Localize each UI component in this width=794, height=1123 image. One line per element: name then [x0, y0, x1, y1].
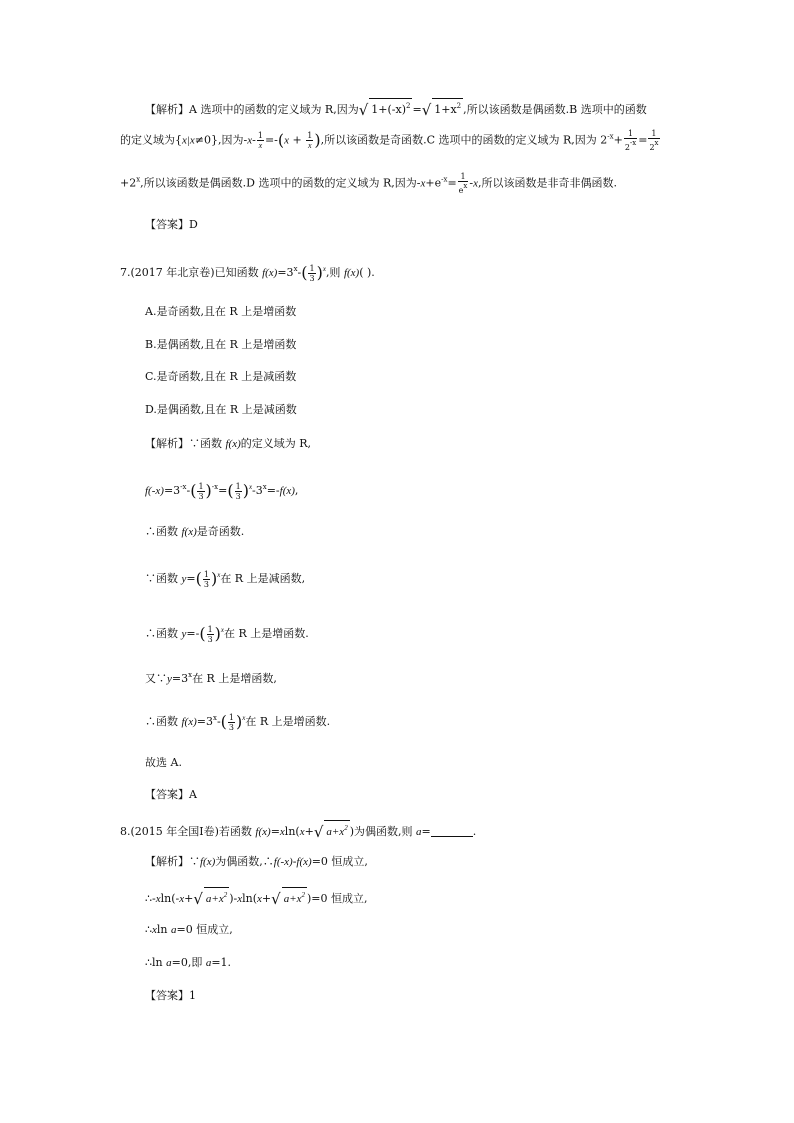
q8-sol-3: ∴xln a=0 恒成立,: [145, 923, 233, 936]
q7-stem: 7.(2017 年北京卷)已知函数 $f(x)=3^x-$( $\frac{1}{3}$ )$^x$,则 f(x)( ).: [120, 263, 375, 283]
fraction: $\frac{1}{x}$: [257, 131, 263, 150]
q8-stem: 8.(2015 年全国Ⅰ卷)若函数 f(x)=xln(x+√ $a+x^2$ )为偶函数,则 a= .: [120, 820, 476, 839]
q7-sol-5: ∴函数 y=-( $\frac{1}{3}$ )$^x$在 R 上是增函数.: [145, 624, 309, 644]
sol6-line3: $+2^x$,所以该函数是偶函数.D 选项中的函数的定义域为 R,因为$-x+e^{-x}=$ $\frac{1}{ex}$ -x,所以该函数是非奇非偶函数.: [120, 172, 617, 195]
q7-sol-6: 又$\because y=3^x$在 R 上是增函数,: [145, 671, 277, 685]
q8-sol-4: ∴ln a=0,即 a=1.: [145, 956, 232, 969]
analysis-tag: 【解析】: [145, 103, 189, 116]
q7-option-c: C.是奇函数,且在 R 上是减函数: [145, 370, 297, 383]
sqrt-expr: $1+(-x)^2$: [369, 98, 412, 117]
q7-sol-4: ∵函数 y=( $\frac{1}{3}$ )$^x$在 R 上是减函数,: [145, 569, 306, 589]
q7-sol-7: ∴函数 $f(x)=3^x-$( $\frac{1}{3}$ )$^x$在 R 上是增函数.: [145, 712, 331, 732]
q7-sol-3: ∴函数 f(x)是奇函数.: [145, 525, 245, 538]
sol6-answer: 【答案】D: [145, 218, 198, 231]
q7-conclusion: 故选 A.: [145, 756, 182, 769]
q7-sol-2: $f(-x)=3^{-x}-$( $\frac{1}{3}$ )$^{-x}$=( $\frac{1}{3}$ )$^x-3^x=-f(x)$,: [145, 481, 299, 501]
q7-option-a: A.是奇函数,且在 R 上是增函数: [145, 305, 297, 318]
answer-blank: [431, 826, 473, 837]
q8-sol-1: 【解析】∵f(x)为偶函数,∴f(-x)-f(x)=0 恒成立,: [145, 855, 368, 868]
q8-answer: 【答案】1: [145, 989, 196, 1002]
sol6-line2: 的定义域为{x|x≠0},因为-x- $\frac{1}{x}$ =-(x + $\frac{1}{x}$ ),所以该函数是奇函数.C 选项中的函数的定义域为 R,因为 $2^{-x}+$ $\frac{1}{2-x}$ = $\frac{1}{2x}$: [120, 129, 659, 152]
q7-option-b: B.是偶函数,且在 R 上是增函数: [145, 338, 297, 351]
sol6-line1: 【解析】A 选项中的函数的定义域为 R,因为√ $1+(-x)^2$ =√ $1+x^2$ ,所以该函数是偶函数.B 选项中的函数: [145, 98, 647, 117]
q7-answer: 【答案】A: [145, 788, 197, 801]
q7-sol-1: 【解析】∵函数 f(x)的定义域为 R,: [145, 437, 312, 450]
q7-option-d: D.是偶函数,且在 R 上是减函数: [145, 403, 297, 416]
q8-sol-2: ∴-xln(-x+√ $a+x^2$ )-xln(x+√ $a+x^2$ )=0 恒成立,: [145, 887, 368, 906]
